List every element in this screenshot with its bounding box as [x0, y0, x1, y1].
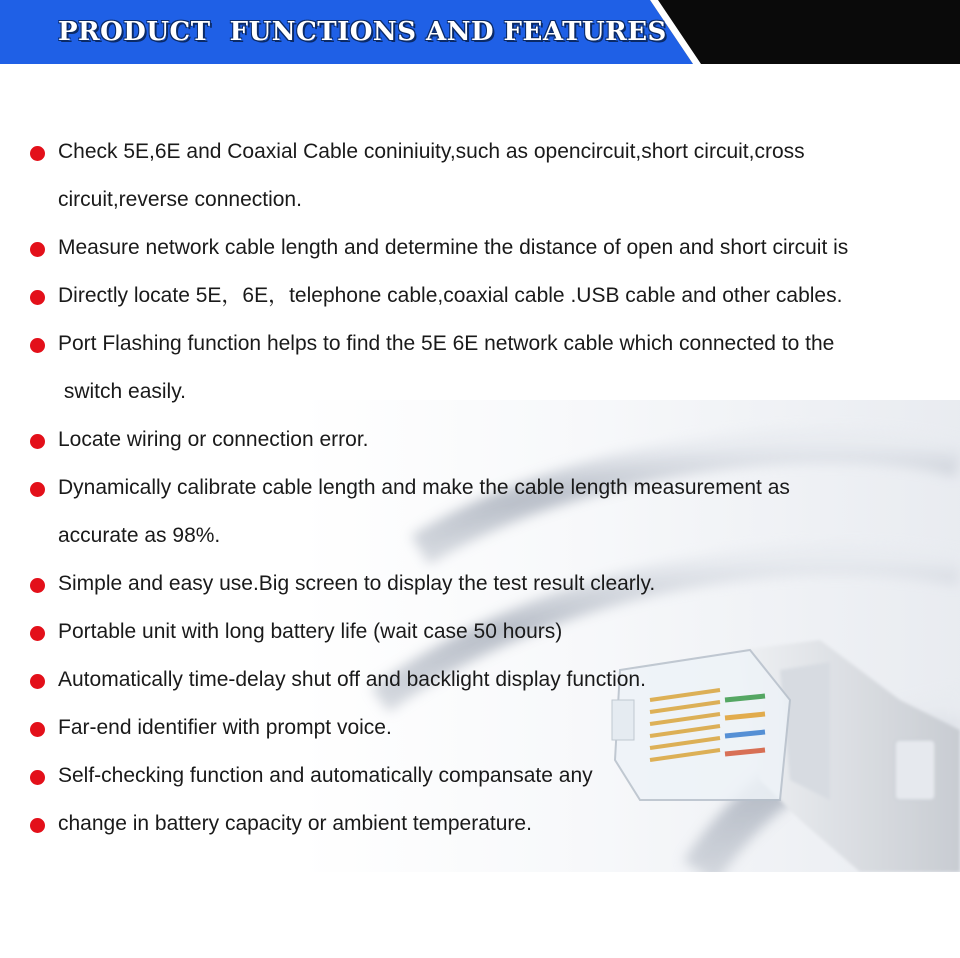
feature-item: Far-end identifier with prompt voice.	[58, 716, 392, 739]
feature-item: Dynamically calibrate cable length and make the cable length measurement as	[58, 476, 790, 499]
feature-item: Portable unit with long battery life (wait case 50 hours)	[58, 620, 563, 643]
bullet-dot	[30, 290, 45, 305]
feature-item: accurate as 98%.	[58, 524, 221, 547]
bullet-dot	[30, 722, 45, 737]
bullet-dot	[30, 626, 45, 641]
bullet-dot	[30, 770, 45, 785]
bullet-dot	[30, 242, 45, 257]
bullet-dot	[30, 578, 45, 593]
bullet-dot	[30, 674, 45, 689]
feature-item: change in battery capacity or ambient temperature.	[58, 812, 532, 835]
feature-item: Check 5E,6E and Coaxial Cable coniniuity,such as opencircuit,short circuit,cross	[58, 140, 805, 163]
feature-item: switch easily.	[58, 380, 186, 403]
feature-item: circuit,reverse connection.	[58, 188, 302, 211]
bullet-dot	[30, 146, 45, 161]
page-title: PRODUCT FUNCTIONS AND FEATURES	[58, 17, 667, 47]
feature-item: Locate wiring or connection error.	[58, 428, 369, 451]
bullet-dot	[30, 818, 45, 833]
header-banner	[0, 0, 960, 64]
feature-item: Measure network cable length and determine the distance of open and short circuit is	[58, 236, 849, 259]
feature-item: Directly locate 5E，6E，telephone cable,coaxial cable .USB cable and other cables.	[58, 284, 843, 307]
feature-item: Self-checking function and automatically compansate any	[58, 764, 593, 787]
bullet-dot	[30, 434, 45, 449]
bullet-dot	[30, 338, 45, 353]
feature-item: Automatically time-delay shut off and backlight display function.	[58, 668, 646, 691]
bullet-dot	[30, 482, 45, 497]
feature-item: Port Flashing function helps to find the 5E 6E network cable which connected to the	[58, 332, 835, 355]
feature-item: Simple and easy use.Big screen to display the test result clearly.	[58, 572, 656, 595]
